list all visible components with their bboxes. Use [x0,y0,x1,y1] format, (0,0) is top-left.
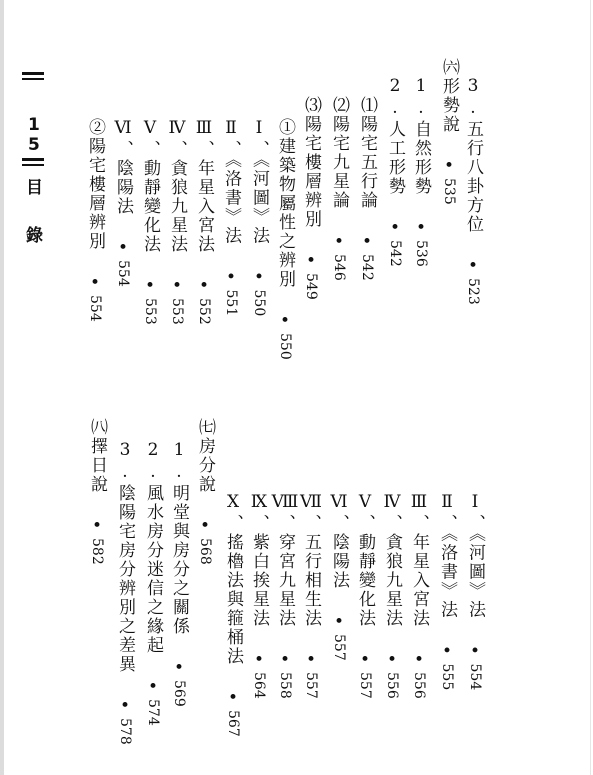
toc-entry[interactable] [438,492,455,690]
toc-entry[interactable] [330,492,347,661]
toc-entry-text: Ⅲ、年星入宮法 • [194,118,214,298]
toc-entry-page: 556 [411,672,427,699]
toc-entry-page: 556 [384,672,400,699]
toc-entry[interactable] [330,96,347,281]
toc-entry-page: 542 [359,254,375,281]
toc-entry[interactable] [196,418,213,565]
toc-entry[interactable] [386,76,403,267]
section-label-char-2: 錄 [26,226,43,246]
toc-entry-page: 555 [439,663,455,691]
toc-entry-text: Ⅶ、五行相生法 • [301,492,321,672]
sidebar-rule-mid [22,158,44,161]
sidebar-rule-top [22,72,44,75]
toc-entry[interactable] [88,418,105,565]
toc-entry[interactable] [250,492,267,699]
toc-entry-page: 552 [196,298,212,325]
toc-entry-page: 551 [223,289,239,317]
toc-entry[interactable] [144,440,161,726]
toc-entry-text: Ⅵ、陰陽法 • [329,492,349,634]
toc-entry-text: 2.風水房分迷信之緣起 • [143,440,163,699]
toc-entry-text: 1.明堂與房分之關係 • [169,440,189,680]
toc-entry[interactable] [383,492,400,699]
toc-entry-text: ㈧擇日說 • [87,418,107,538]
toc-entry-page: 564 [251,672,267,699]
toc-entry-text: Ⅸ、紫白挨星法 • [249,492,269,672]
page-edge-left [0,0,4,775]
toc-entry-text: ⑵陽宅九星論 • [329,96,349,254]
sidebar-rule-top-2 [22,78,44,80]
toc-entry[interactable] [440,58,457,205]
toc-entry-text: Ⅰ、《河圖》法 • [465,492,485,664]
toc-entry[interactable] [412,76,429,267]
toc-entry-page: 523 [465,278,481,305]
toc-entry[interactable] [116,440,133,745]
toc-entry-page: 567 [225,710,241,737]
toc-entry-page: 582 [89,538,105,565]
toc-entry-page: 568 [197,538,213,565]
toc-entry[interactable] [276,492,293,699]
toc-entry-page: 557 [331,634,347,661]
toc-entry-text: 3.五行八卦方位 • [463,76,483,278]
toc-entry-text: 2.人工形勢 • [385,76,405,240]
toc-entry[interactable] [224,492,241,737]
toc-entry-page: 558 [277,672,293,699]
page-edge-right [590,0,591,775]
toc-entry-text: Ⅴ、動靜變化法 • [355,492,375,672]
toc-entry-text: ㈦房分說 • [195,418,215,538]
toc-entry-page: 553 [142,298,158,325]
toc-entry[interactable] [222,118,239,316]
section-label-char-1: 目 [26,178,43,198]
toc-entry-text: Ⅱ、《洛書》法 • [221,118,241,290]
toc-entry-text: ⑶陽宅樓層辨別 • [301,96,321,273]
toc-entry-page: 554 [115,260,131,287]
toc-entry-text: 3.陰陽宅房分辨別之差異 • [115,440,135,718]
toc-entry-text: Ⅴ、動靜變化法 • [140,118,160,298]
toc-entry-text: ②陽宅樓層辨別 • [85,118,105,295]
toc-entry-text: Ⅵ、陰陽法 • [113,118,133,260]
toc-entry-page: 554 [467,663,483,691]
toc-entry-text: Ⅷ、穿宮九星法 • [275,492,295,672]
toc-entry-text: Ⅹ、搖櫓法與箍桶法 • [223,492,243,710]
toc-entry-text: Ⅳ、貪狼九星法 • [167,118,187,298]
toc-entry[interactable] [141,118,158,325]
toc-entry-text: Ⅳ、貪狼九星法 • [382,492,402,672]
toc-entry[interactable] [195,118,212,325]
toc-entry-text: ⑴陽宅五行論 • [357,96,377,254]
sidebar-rule-mid-2 [22,164,44,166]
toc-entry[interactable] [114,118,131,287]
toc-entry-page: 557 [303,672,319,699]
toc-entry-text: Ⅱ、《洛書》法 • [437,492,457,664]
toc-entry[interactable] [356,492,373,699]
toc-entry-text: ①建築物屬性之辨別 • [275,118,295,333]
toc-entry-text: ㈥形勢說 • [439,58,459,178]
toc-entry[interactable] [358,96,375,281]
toc-entry[interactable] [250,118,267,316]
toc-entry-text: Ⅲ、年星入宮法 • [409,492,429,672]
toc-entry[interactable] [276,118,293,360]
toc-entry[interactable] [466,492,483,690]
toc-entry[interactable] [170,440,187,707]
toc-entry[interactable] [464,76,481,305]
toc-entry-page: 569 [171,680,187,707]
toc-entry-page: 578 [117,718,133,745]
toc-entry[interactable] [168,118,185,325]
toc-entry-page: 535 [441,178,457,205]
toc-entry-page: 553 [169,298,185,325]
toc-entry-page: 546 [331,254,347,281]
toc-entry-page: 542 [387,240,403,267]
page-number-digit-1: 1 [28,115,40,135]
toc-entry-page: 536 [413,240,429,267]
toc-entry-page: 550 [277,333,293,360]
toc-entry-page: 549 [303,273,319,300]
toc-entry-page: 554 [87,295,103,322]
toc-entry-page: 574 [145,699,161,726]
toc-entry-text: 1.自然形勢 • [411,76,431,240]
toc-entry[interactable] [86,118,103,322]
toc-entry[interactable] [302,96,319,300]
toc-entry-page: 550 [251,289,267,317]
page-number-digit-2: 5 [28,135,40,155]
toc-entry[interactable] [302,492,319,699]
toc-entry-text: Ⅰ、《河圖》法 • [249,118,269,290]
toc-entry-page: 557 [357,672,373,699]
toc-entry[interactable] [410,492,427,699]
